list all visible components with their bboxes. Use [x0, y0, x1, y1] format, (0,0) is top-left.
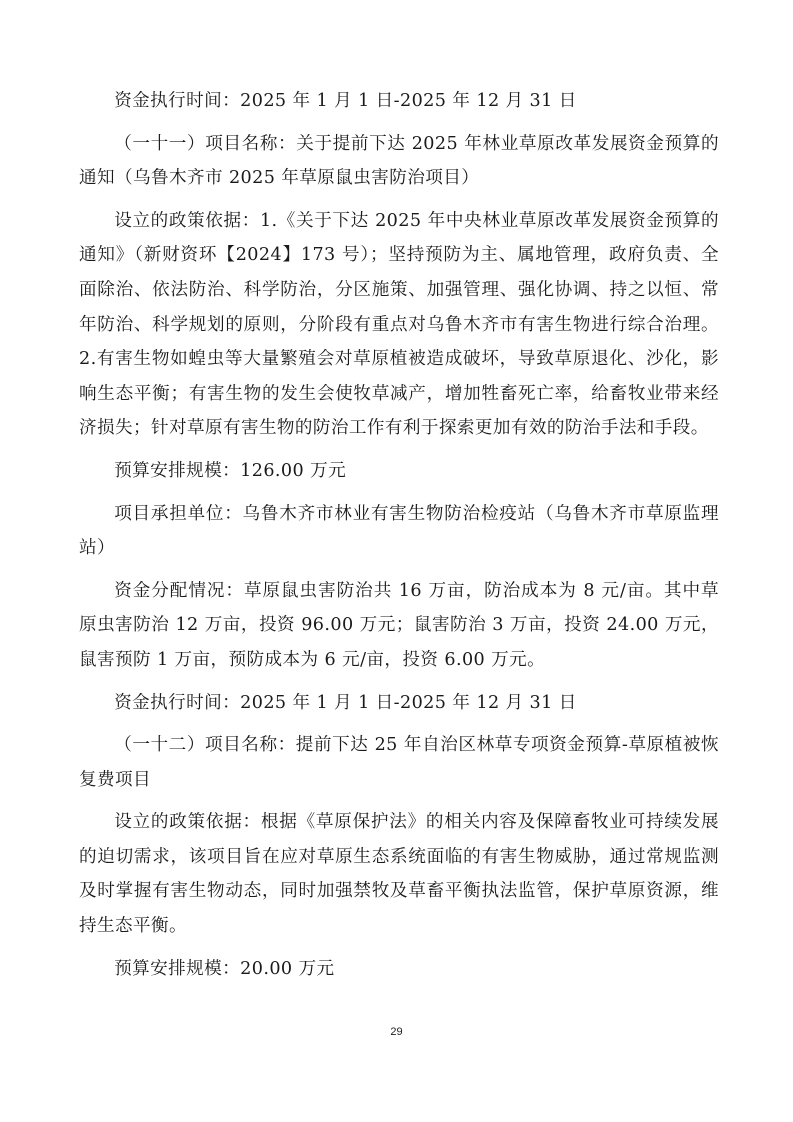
page-body [79, 84, 719, 994]
paragraph-project-11-allocation: 资金分配情况：草原鼠虫害防治共 16 万亩，防治成本为 8 元/亩。其中草原虫害防治 12 万亩，投资 96.00 万元；鼠害防治 3 万亩，投资 24.00 万元，鼠害预防 1 万亩，预防成本为 6 元/亩，投资 6.00 万元。 [79, 580, 719, 670]
paragraph-execution-time-1: 资金执行时间：2025 年 1 月 1 日-2025 年 12 月 31 日 [114, 91, 577, 111]
paragraph-project-11-budget: 预算安排规模：126.00 万元 [114, 460, 347, 481]
paragraph-project-11-unit: 项目承担单位：乌鲁木齐市林业有害生物防治检疫站（乌鲁木齐市草原监理站） [79, 503, 719, 559]
paragraph-project-12-policy: 设立的政策依据：根据《草原保护法》的相关内容及保障畜牧业可持续发展的迫切需求，该项目旨在应对草原生态系统面临的有害生物威胁，通过常规监测及时掌握有害生物动态，同时加强禁牧及草畜平衡执法监管，保护草原资源，维持生态平衡。 [79, 812, 719, 937]
paragraph-project-12-budget: 预算安排规模：20.00 万元 [114, 958, 335, 979]
paragraph-project-11-name: （一十一）项目名称：关于提前下达 2025 年林业草原改革发展资金预算的通知（乌鲁木齐市 2025 年草原鼠虫害防治项目） [79, 133, 719, 189]
paragraph-execution-time-2: 资金执行时间：2025 年 1 月 1 日-2025 年 12 月 31 日 [114, 692, 577, 713]
paragraph-project-12-name: （一十二）项目名称：提前下达 25 年自治区林草专项资金预算-草原植被恢复费项目 [79, 735, 719, 790]
page-number: 29 [390, 1026, 403, 1038]
paragraph-project-11-policy: 设立的政策依据：1.《关于下达 2025 年中央林业草原改革发展资金预算的通知》（新财资环【2024】173 号）；坚持预防为主、属地管理，政府负责、全面除治、依法防治、科学防治，分区施策、加强管理、强化协调、持之以恒、常年防治、科学规划的原则，分阶段有重点对乌鲁木齐市有害生物进行综合治理。 2.有害生物如蝗虫等大量繁殖会对草原植被造成破坏，导致草原退化、沙化，影响生态平衡；有害生物的发生会使牧草减产，增加牲畜死亡率，给畜牧业带来经济损失；针对草原有害生物的防治工作有利于探索更加有效的防治手法和手段。 [79, 210, 719, 439]
